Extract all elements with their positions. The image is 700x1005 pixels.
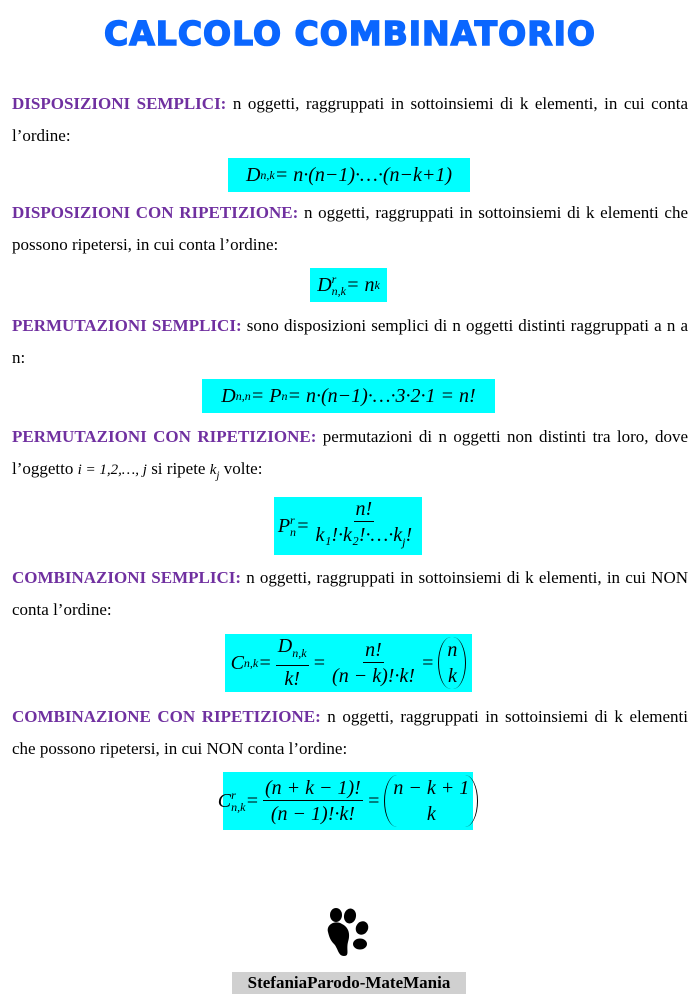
formula-symbol: C bbox=[217, 789, 232, 812]
denominator: k! bbox=[284, 668, 300, 690]
section-permutazioni-semplici bbox=[12, 310, 688, 374]
binomial bbox=[438, 637, 466, 689]
formula-sub: n,k bbox=[260, 167, 275, 182]
formula-exponent: k bbox=[374, 277, 380, 292]
section-combinazioni-semplici bbox=[12, 562, 688, 626]
inline-k-sub: j bbox=[216, 469, 220, 482]
formula-combinazioni-semplici bbox=[225, 634, 472, 692]
formula-eq: = bbox=[296, 514, 310, 537]
section-heading: COMBINAZIONE CON RIPETIZIONE: bbox=[12, 707, 321, 726]
inline-k: k bbox=[209, 462, 217, 478]
section-disposizioni-ripetizione bbox=[12, 197, 688, 261]
formula-rhs: = n bbox=[345, 273, 375, 296]
formula-sub: n bbox=[290, 525, 297, 539]
formula-sub: n,n bbox=[235, 388, 251, 403]
formula-combinazioni-ripetizione bbox=[217, 772, 473, 830]
section-text: n oggetti, raggruppati in sottoinsiemi di k elementi, in cui conta l’ordine: bbox=[12, 94, 688, 145]
binomial bbox=[384, 775, 478, 827]
fraction bbox=[276, 634, 309, 692]
section-heading: DISPOSIZIONI SEMPLICI: bbox=[12, 94, 227, 113]
formula-sup: r bbox=[290, 513, 295, 527]
numerator-sub: n,k bbox=[292, 646, 307, 660]
numerator: (n + k − 1)! bbox=[264, 776, 361, 799]
formula-permutazioni-ripetizione bbox=[274, 497, 422, 555]
formula-sup: r bbox=[231, 788, 236, 802]
formula-symbol: D bbox=[317, 273, 332, 296]
formula-disposizioni-ripetizione bbox=[310, 268, 387, 302]
section-text: sono disposizioni semplici di n oggetti distinti raggruppati a n a n: bbox=[12, 316, 688, 367]
denominator-text: k₁!·k₂!·…·k bbox=[315, 524, 403, 546]
formula-symbol: D bbox=[221, 384, 236, 407]
formula-sub: n,k bbox=[243, 655, 259, 670]
formula-mid-sub: n bbox=[281, 388, 288, 403]
formula-eq: = bbox=[366, 789, 381, 812]
numerator-text: D bbox=[277, 635, 293, 657]
formula-sub: n,k bbox=[331, 284, 346, 298]
formula-eq: = bbox=[420, 651, 435, 674]
section-heading: PERMUTAZIONI CON RIPETIZIONE: bbox=[12, 427, 317, 446]
formula-rhs: = n·(n−1)·…·(n−k+1) bbox=[274, 163, 453, 186]
formula-symbol: C bbox=[230, 651, 244, 674]
denominator: (n − k)!·k! bbox=[332, 664, 415, 687]
binomial-top: n − k + 1 bbox=[393, 777, 470, 799]
numerator: n! bbox=[365, 638, 382, 661]
formula-permutazioni-semplici bbox=[202, 379, 495, 413]
binomial-bottom: k bbox=[426, 803, 436, 825]
formula-disposizioni-semplici bbox=[228, 158, 470, 192]
section-permutazioni-ripetizione bbox=[12, 421, 688, 491]
section-text: si ripete bbox=[146, 459, 210, 478]
formula-eq: = bbox=[312, 651, 327, 674]
formula-eq: = bbox=[258, 651, 272, 674]
formula-eq: = bbox=[245, 789, 259, 812]
page-title: CALCOLO COMBINATORIO bbox=[104, 14, 596, 53]
author-credit: StefaniaParodo-MateMania bbox=[232, 972, 466, 994]
numerator bbox=[276, 634, 309, 666]
paw-icon bbox=[322, 906, 374, 963]
fraction bbox=[314, 497, 415, 555]
formula-sub: n,k bbox=[231, 800, 246, 814]
denominator bbox=[314, 522, 415, 555]
section-heading: PERMUTAZIONI SEMPLICI: bbox=[12, 316, 242, 335]
formula-symbol: P bbox=[277, 514, 291, 537]
section-text: permutazioni di n oggetti non distinti tra loro, dove l’oggetto bbox=[12, 427, 688, 478]
section-heading: COMBINAZIONI SEMPLICI: bbox=[12, 568, 242, 587]
binomial-top: n bbox=[447, 639, 458, 661]
binomial-bottom: k bbox=[447, 665, 457, 687]
section-text: n oggetti, raggruppati in sottoinsiemi di k elementi che possono ripetersi, in cui NON conta l’ordine: bbox=[12, 707, 688, 758]
denominator-end: ! bbox=[405, 524, 413, 546]
section-text: n oggetti, raggruppati in sottoinsiemi di k elementi che possono ripetersi, in cui conta l’ordine: bbox=[12, 203, 688, 254]
formula-sup: r bbox=[331, 272, 337, 286]
formula-mid: = P bbox=[250, 384, 282, 407]
fraction bbox=[263, 776, 363, 827]
numerator: n! bbox=[355, 498, 373, 520]
section-disposizioni-semplici bbox=[12, 88, 688, 152]
formula-rhs: = n·(n−1)·…·3·2·1 = n! bbox=[287, 384, 476, 407]
section-text: volte: bbox=[219, 459, 263, 478]
denominator: (n − 1)!·k! bbox=[270, 802, 355, 825]
fraction bbox=[330, 638, 417, 689]
inline-index: i = 1,2,…, j bbox=[77, 462, 147, 478]
formula-symbol: D bbox=[245, 163, 261, 186]
denominator-sub: j bbox=[402, 535, 406, 549]
section-text: n oggetti, raggruppati in sottoinsiemi di k elementi, in cui NON conta l’ordine: bbox=[12, 568, 688, 619]
section-heading: DISPOSIZIONI CON RIPETIZIONE: bbox=[12, 203, 299, 222]
section-combinazioni-ripetizione bbox=[12, 701, 688, 765]
